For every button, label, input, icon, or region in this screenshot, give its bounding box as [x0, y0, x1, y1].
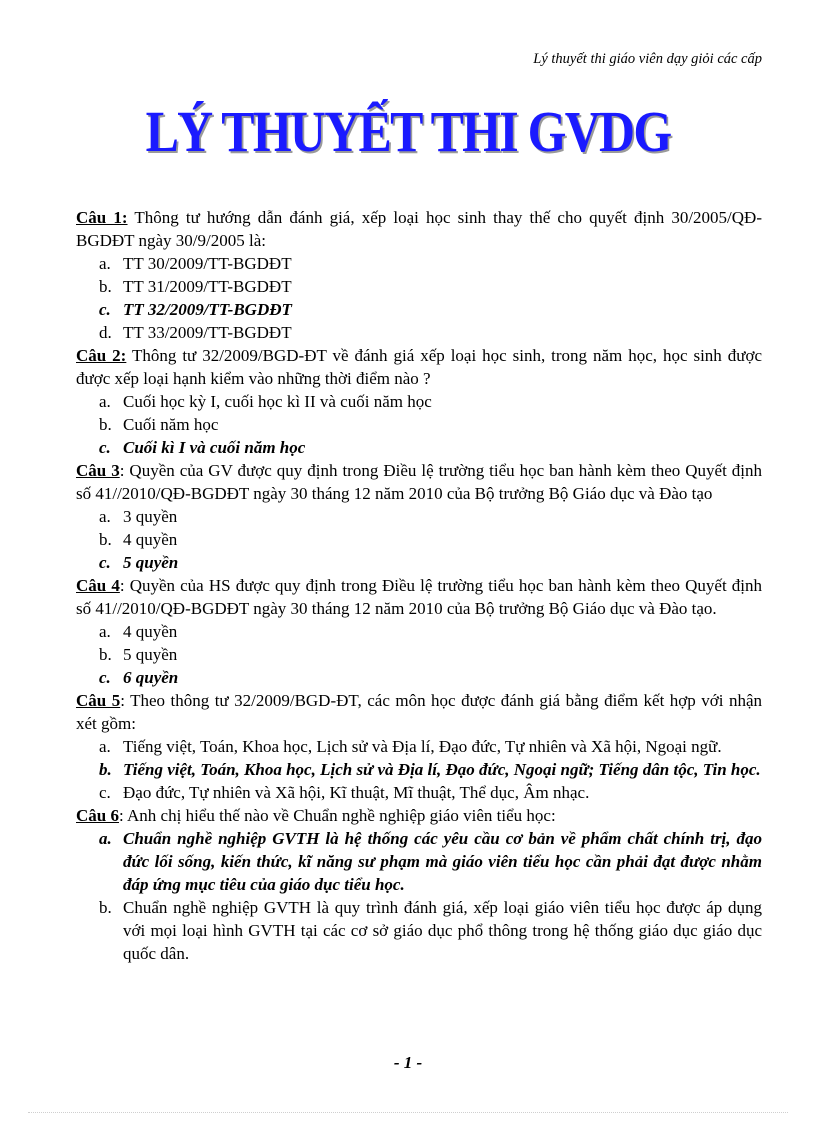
- question-block: [76, 344, 762, 459]
- question-block: [76, 459, 762, 574]
- option-item: [76, 505, 762, 528]
- correct-option-item: [76, 758, 762, 781]
- question-list: [76, 206, 762, 965]
- option-item: [76, 390, 762, 413]
- option-text: TT 32/2009/TT-BGDĐT: [123, 300, 292, 319]
- question-text: [76, 574, 762, 620]
- correct-option-item: [76, 298, 762, 321]
- option-marker: c.: [99, 668, 111, 687]
- running-header: Lý thuyết thi giáo viên dạy giỏi các cấp: [533, 51, 762, 67]
- question-text: [76, 344, 762, 390]
- question-text: [76, 459, 762, 505]
- option-marker: c.: [99, 553, 111, 572]
- option-list: [76, 620, 762, 689]
- option-marker: b.: [99, 898, 112, 917]
- question-body: Thông tư hướng dẫn đánh giá, xếp loại học sinh thay thế cho quyết định 30/2005/QĐ-BGDĐT ngày 30/9/2005 là:: [76, 208, 763, 250]
- option-text: TT 31/2009/TT-BGDĐT: [123, 277, 292, 296]
- question-label: Câu 6: [76, 806, 119, 825]
- option-marker: b.: [99, 277, 112, 296]
- option-item: [76, 321, 762, 344]
- option-list: [76, 252, 762, 344]
- option-text: 6 quyền: [123, 668, 179, 687]
- option-text: Tiếng việt, Toán, Khoa học, Lịch sử và Địa lí, Đạo đức, Ngoại ngữ; Tiếng dân tộc, Tin học.: [123, 760, 761, 779]
- option-marker: c.: [99, 438, 111, 457]
- page-number: - 1 -: [393, 1053, 423, 1072]
- question-body: Thông tư 32/2009/BGD-ĐT về đánh giá xếp loại học sinh, trong năm học, học sinh được được xếp loại hạnh kiểm vào những thời điểm nào ?: [76, 346, 762, 388]
- question-text: [76, 804, 762, 827]
- option-marker: a.: [99, 392, 111, 411]
- option-text: 5 quyền: [123, 553, 179, 572]
- option-item: [76, 252, 762, 275]
- option-text: 5 quyền: [123, 645, 178, 664]
- document-title: LÝ THUYẾT THI GVDG: [145, 99, 671, 164]
- option-text: 3 quyền: [123, 507, 178, 526]
- option-text: Cuối kì I và cuối năm học: [123, 438, 306, 457]
- option-marker: a.: [99, 737, 111, 756]
- option-marker: a.: [99, 829, 112, 848]
- question-block: [76, 574, 762, 689]
- question-body: : Quyền của GV được quy định trong Điều lệ trường tiểu học ban hành kèm theo Quyết định số 41//2010/QĐ-BGDĐT ngày 30 tháng 12 năm 2010 của Bộ trưởng Bộ Giáo dục và Đào tạo: [76, 461, 762, 503]
- correct-option-item: [76, 666, 762, 689]
- option-text: TT 33/2009/TT-BGDĐT: [123, 323, 292, 342]
- option-marker: a.: [99, 254, 111, 273]
- question-block: [76, 804, 762, 965]
- option-item: [76, 528, 762, 551]
- correct-option-item: [76, 827, 762, 896]
- question-label: Câu 5: [76, 691, 121, 710]
- correct-option-item: [76, 551, 762, 574]
- option-marker: c.: [99, 300, 111, 319]
- option-item: [76, 896, 762, 965]
- option-text: Cuối học kỳ I, cuối học kì II và cuối năm học: [123, 392, 432, 411]
- option-item: [76, 781, 762, 804]
- option-text: Cuối năm học: [123, 415, 219, 434]
- option-text: Đạo đức, Tự nhiên và Xã hội, Kĩ thuật, Mĩ thuật, Thể dục, Âm nhạc.: [123, 783, 590, 802]
- option-list: [76, 827, 762, 965]
- question-body: : Quyền của HS được quy định trong Điều lệ trường tiểu học ban hành kèm theo Quyết định số 41//2010/QĐ-BGDĐT ngày 30 tháng 12 năm 2010 của Bộ trưởng Bộ Giáo dục và Đào tạo.: [76, 576, 763, 618]
- question-label: Câu 2:: [76, 346, 127, 365]
- option-marker: b.: [99, 645, 112, 664]
- option-text: Chuẩn nghề nghiệp GVTH là hệ thống các yêu cầu cơ bản về phẩm chất chính trị, đạo đức lối sống, kiến thức, kĩ năng sư phạm mà giáo viên tiểu học cần phải đạt được nhằm đáp ứng mục tiêu của giáo dục tiểu học.: [123, 829, 762, 894]
- option-item: [76, 735, 762, 758]
- page-divider: [28, 1112, 788, 1113]
- question-body: : Anh chị hiểu thế nào về Chuẩn nghề nghiệp giáo viên tiểu học:: [118, 806, 556, 825]
- option-item: [76, 413, 762, 436]
- option-text: 4 quyền: [123, 622, 178, 641]
- option-marker: b.: [99, 530, 112, 549]
- correct-option-item: [76, 436, 762, 459]
- question-block: [76, 206, 762, 344]
- option-marker: d.: [99, 323, 112, 342]
- option-text: TT 30/2009/TT-BGDĐT: [123, 254, 292, 273]
- option-text: Tiếng việt, Toán, Khoa học, Lịch sử và Địa lí, Đạo đức, Tự nhiên và Xã hội, Ngoại ngữ.: [123, 737, 722, 756]
- question-body: : Theo thông tư 32/2009/BGD-ĐT, các môn học được đánh giá bằng điểm kết hợp với nhận xét gồm:: [76, 691, 762, 733]
- question-label: Câu 3: [76, 461, 120, 480]
- option-marker: c.: [99, 783, 111, 802]
- option-list: [76, 390, 762, 459]
- option-item: [76, 643, 762, 666]
- option-item: [76, 620, 762, 643]
- option-item: [76, 275, 762, 298]
- question-label: Câu 4: [76, 576, 120, 595]
- question-text: [76, 689, 762, 735]
- question-block: [76, 689, 762, 804]
- option-list: [76, 735, 762, 804]
- option-text: Chuẩn nghề nghiệp GVTH là quy trình đánh giá, xếp loại giáo viên tiểu học được áp dụng với mọi loại hình GVTH tại các cơ sở giáo dục phổ thông trong hệ thống giáo dục giáo dục quốc dân.: [123, 898, 762, 963]
- option-text: 4 quyền: [123, 530, 178, 549]
- option-marker: a.: [99, 507, 111, 526]
- option-marker: b.: [99, 415, 112, 434]
- option-list: [76, 505, 762, 574]
- question-text: [76, 206, 762, 252]
- option-marker: a.: [99, 622, 111, 641]
- option-marker: b.: [99, 760, 112, 779]
- question-label: Câu 1:: [76, 208, 128, 227]
